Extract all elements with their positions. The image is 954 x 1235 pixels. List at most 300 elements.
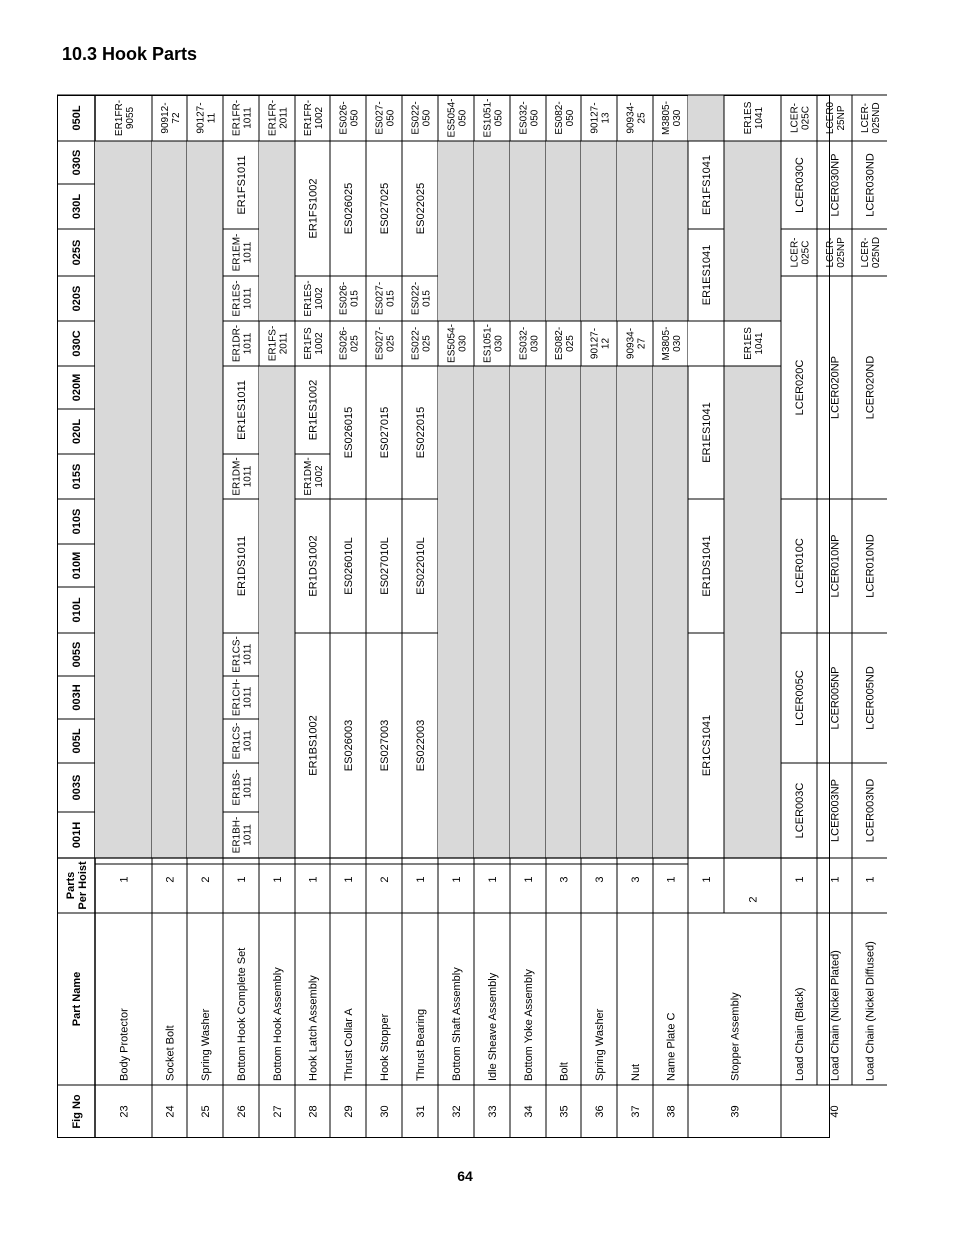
parts-per-hoist-value <box>272 876 284 882</box>
part-number-cell <box>790 237 812 267</box>
part-name-text: Bottom Yoke Assembly <box>523 969 535 1081</box>
part-name-text: Load Chain (Nickel Plated) <box>829 950 842 1081</box>
cell-text-line: ER1DM- <box>231 457 243 496</box>
cell-text-line: 28 <box>307 1105 320 1118</box>
fig-no-header <box>71 1094 83 1128</box>
cell-text-line: 1 <box>523 876 535 883</box>
cell-text-line: 1011 <box>242 776 254 799</box>
part-number-cell <box>701 245 713 306</box>
shaded-cell <box>724 141 781 321</box>
cell-text-line: 005S <box>71 641 83 668</box>
cell-text-line: ES027- <box>374 326 386 361</box>
blank-cell <box>688 321 724 366</box>
parts-per-hoist-value <box>487 876 499 882</box>
cell-text-line: LCER- <box>860 237 871 268</box>
part-number-cell <box>339 327 361 360</box>
cell-text-line: 39 <box>729 1105 742 1118</box>
part-name-text: Hook Latch Assembly <box>307 975 320 1081</box>
cell-text-line: 1 <box>236 876 248 883</box>
cell-text-line: 025NP <box>836 237 847 268</box>
cell-text-line: 003S <box>71 774 83 801</box>
shaded-cell <box>510 141 546 321</box>
fig-no <box>594 1105 606 1117</box>
parts-per-hoist-value <box>379 876 391 882</box>
model-header-050L <box>71 105 83 130</box>
cell-text-line: ER1DR- <box>231 324 243 363</box>
cell-text-line: ES026- <box>338 101 350 135</box>
cell-text-line: 025C <box>800 240 812 265</box>
part-number-cell <box>860 102 882 133</box>
cell-text-line: ES032- <box>518 101 530 135</box>
part-number-cell <box>825 101 847 134</box>
cell-text-line: 1 <box>343 876 355 883</box>
part-number-cell <box>794 538 806 594</box>
model-header-001H <box>71 822 83 848</box>
model-header-005L <box>71 728 83 753</box>
part-number-cell <box>661 327 683 361</box>
part-name-text: Body Protector <box>118 1008 131 1081</box>
cell-text-line: 025 <box>565 335 576 352</box>
shaded-cell <box>617 141 653 321</box>
part-number-cell <box>196 102 218 133</box>
shaded-cell <box>259 141 295 321</box>
part-name-text: Nut <box>630 1063 642 1081</box>
cell-text-line: 1 <box>118 876 131 883</box>
part-number-cell <box>830 779 842 842</box>
part-name-text: Stopper Assembly <box>729 992 742 1081</box>
part-number-cell <box>375 327 397 360</box>
cell-text-line: 020L <box>71 418 83 445</box>
part-name <box>794 987 806 1081</box>
cell-text-line: 050 <box>385 109 397 127</box>
model-header-020L <box>71 419 83 444</box>
cell-text-line: 1 <box>415 876 427 883</box>
cell-text-line: 1 <box>307 876 320 883</box>
parts-per-hoist-value <box>865 876 877 882</box>
cell-text-line: ES5054- <box>446 98 458 138</box>
cell-text-line: 1 <box>451 876 463 883</box>
part-number-cell <box>268 326 290 362</box>
cell-text-line: 27 <box>272 1105 284 1118</box>
cell-text-line: 015 <box>349 290 361 307</box>
cell-text-line: 1011 <box>242 730 254 752</box>
cell-text-line: 12 <box>600 337 612 350</box>
part-number-cell <box>830 535 842 598</box>
cell-text-line: 9055 <box>125 106 136 130</box>
part-name-text: Spring Washer <box>200 1008 212 1081</box>
cell-text-line: 1011 <box>242 686 254 709</box>
cell-text-line: 1011 <box>242 643 254 666</box>
cell-text-line: LCER020NP <box>829 356 842 419</box>
part-number-cell <box>794 360 806 416</box>
cell-text-line: ES026010L <box>343 537 355 595</box>
cell-text-line: 2 <box>747 896 760 903</box>
part-number-cell <box>701 715 713 776</box>
shaded-cell <box>546 366 581 858</box>
part-name <box>236 948 248 1081</box>
shaded-cell <box>474 141 510 321</box>
cell-text-line: 2 <box>379 876 391 883</box>
cell-text-line: 030 <box>529 335 541 352</box>
part-name <box>343 1008 355 1081</box>
part-number-cell <box>554 327 576 360</box>
part-number-cell <box>160 102 182 133</box>
fig-no <box>343 1105 355 1117</box>
part-number-cell <box>308 715 320 776</box>
cell-text-line: LCER- <box>825 237 836 268</box>
part-name-header <box>71 972 83 1026</box>
part-name-text: Idle Sheave Assembly <box>487 972 499 1081</box>
cell-text-line: 025C <box>800 106 812 130</box>
cell-text-line: LCER003C <box>794 782 806 839</box>
cell-text-line: LCER005C <box>794 670 806 726</box>
part-number-cell <box>865 356 877 420</box>
part-name <box>830 950 842 1081</box>
cell-text-line: ER1CS- <box>231 636 243 673</box>
cell-text-line: 30 <box>379 1105 391 1118</box>
parts-per-hoist-value <box>343 876 355 882</box>
part-number-cell <box>701 155 713 215</box>
cell-text-line: 31 <box>415 1105 427 1118</box>
parts-per-hoist-value <box>830 876 842 882</box>
part-number-cell <box>375 282 397 315</box>
shaded-cell <box>187 141 223 858</box>
cell-text-line: ER1FS- <box>267 325 279 362</box>
part-number-cell <box>232 723 254 760</box>
model-header-020M <box>71 374 83 402</box>
parts-per-hoist-value <box>594 876 606 882</box>
part-number-cell <box>379 183 391 234</box>
part-name <box>559 1062 571 1081</box>
part-number-cell <box>236 380 248 440</box>
fig-no <box>272 1105 284 1117</box>
cell-text-line: 030 <box>672 335 683 352</box>
part-name-text: Bottom Hook Assembly <box>272 967 284 1081</box>
part-number-cell <box>865 666 877 730</box>
cell-text-line: 050 <box>493 109 505 127</box>
cell-text-line: 030L <box>71 193 83 220</box>
part-number-cell <box>232 817 254 854</box>
part-number-cell <box>794 157 806 213</box>
shaded-cell <box>724 366 781 858</box>
parts-per-hoist-value <box>165 876 177 882</box>
cell-text-line: 030 <box>672 109 683 127</box>
cell-text-line: ES022015 <box>415 406 427 459</box>
cell-text-line: 005L <box>71 728 83 754</box>
part-name <box>523 969 535 1081</box>
cell-text-line: ER1BS- <box>231 769 243 806</box>
cell-text-line: ES026- <box>338 326 350 361</box>
part-number-cell <box>379 407 391 458</box>
cell-text-line: LCER- <box>789 237 801 268</box>
cell-text-line: ES022- <box>410 101 422 135</box>
part-name <box>379 1013 391 1081</box>
part-number-cell <box>343 720 355 771</box>
cell-text-line: ER1ES- <box>303 280 314 317</box>
part-number-cell <box>447 99 469 138</box>
part-number-cell <box>701 402 713 463</box>
cell-text-line: Parts <box>65 871 77 900</box>
part-number-cell <box>794 670 806 726</box>
cell-text-line: ES022025 <box>415 182 427 235</box>
cell-text-line: ER1BS1002 <box>307 715 320 776</box>
part-number-cell <box>303 280 325 316</box>
part-number-cell <box>483 324 505 363</box>
part-number-cell <box>232 769 254 805</box>
part-number-cell <box>114 100 136 136</box>
shaded-cell <box>510 366 546 858</box>
part-name <box>308 975 320 1081</box>
cell-text-line: 2011 <box>278 107 290 129</box>
page-number: 64 <box>457 1168 473 1184</box>
cell-text-line: 010L <box>71 597 83 623</box>
fig-no <box>487 1105 499 1117</box>
cell-text-line: LCER020ND <box>864 355 877 420</box>
cell-text-line: LCER030C <box>794 157 806 213</box>
parts-per-hoist-value <box>630 876 642 882</box>
shaded-cell <box>546 141 581 321</box>
cell-text-line: ES022- <box>410 326 422 361</box>
cell-text-line: 37 <box>630 1105 642 1118</box>
cell-text-line: 23 <box>118 1105 131 1118</box>
cell-text-line: 050 <box>349 109 361 127</box>
cell-text-line: 025 <box>349 335 361 352</box>
part-number-cell <box>232 636 254 673</box>
fig-no <box>666 1105 678 1117</box>
part-number-cell <box>830 356 842 419</box>
model-header-003H <box>71 684 83 710</box>
part-name <box>487 972 499 1081</box>
model-header-010M <box>71 552 83 580</box>
cell-text-line: ER1ES- <box>231 280 243 317</box>
cell-text-line: LCER005ND <box>864 666 877 730</box>
cell-text-line: 1041 <box>754 332 765 355</box>
fig-no <box>451 1105 463 1117</box>
part-number-cell <box>308 179 320 239</box>
cell-text-line: LCER003NP <box>829 779 842 842</box>
parts-per-hoist-value <box>415 876 427 882</box>
cell-text-line: ER1ES1011 <box>236 380 248 440</box>
cell-text-line: 025ND <box>871 236 882 269</box>
parts-per-hoist-value <box>794 876 806 882</box>
cell-text-line: 1 <box>794 876 806 883</box>
cell-text-line: Per Hoist <box>77 861 89 910</box>
cell-text-line: LCER0 <box>825 101 836 135</box>
cell-text-line: ES082- <box>554 101 565 135</box>
part-number-cell <box>236 536 248 596</box>
part-number-cell <box>590 328 612 359</box>
part-name <box>415 1009 427 1081</box>
part-number-cell <box>794 783 806 839</box>
part-number-cell <box>236 155 248 214</box>
cell-text-line: 2 <box>164 876 177 883</box>
cell-text-line: ER1CS- <box>231 722 243 760</box>
part-name-text: Socket Bolt <box>164 1025 177 1081</box>
cell-text-line: ER1DS1041 <box>701 535 713 597</box>
cell-text-line: 025 <box>421 335 433 352</box>
shaded-cell <box>438 141 474 321</box>
cell-text-line: ER1EM- <box>231 233 243 272</box>
cell-text-line: 90127- <box>589 102 601 134</box>
cell-text-line: 27 <box>636 337 648 350</box>
cell-text-line: ER1FS <box>303 327 314 360</box>
shaded-cell <box>653 366 688 858</box>
cell-text-line: M3805- <box>661 326 672 361</box>
part-name <box>666 1012 678 1081</box>
part-number-cell <box>447 324 469 363</box>
cell-text-line: ER1ES <box>743 101 754 135</box>
part-name-text: Bottom Shaft Assembly <box>451 967 463 1081</box>
cell-text-line: LCER010C <box>794 538 806 594</box>
part-number-cell <box>554 101 576 134</box>
fig-no <box>630 1105 642 1117</box>
cell-text-line: 050 <box>421 109 433 127</box>
fig-no <box>730 1105 742 1117</box>
cell-text-line: 1 <box>829 876 842 883</box>
cell-text-line: 015S <box>71 463 83 490</box>
part-number-cell <box>343 537 355 595</box>
cell-text-line: ES022010L <box>415 537 427 595</box>
shaded-cell <box>581 141 617 321</box>
part-number-cell <box>415 407 427 458</box>
cell-text-line: ER1ES1041 <box>701 244 713 306</box>
part-number-cell <box>661 101 683 135</box>
parts-per-hoist-header <box>65 861 89 910</box>
cell-text-line: 90127- <box>195 102 207 134</box>
fig-no <box>119 1105 131 1117</box>
cell-text-line: ES026003 <box>343 719 355 772</box>
part-number-cell <box>339 282 361 315</box>
cell-text-line: 11 <box>206 112 218 124</box>
part-number-cell <box>860 237 882 268</box>
part-number-cell <box>308 380 320 441</box>
part-number-cell <box>830 154 842 217</box>
shaded-cell <box>474 366 510 858</box>
part-number-cell <box>830 667 842 730</box>
fig-no <box>829 1105 841 1117</box>
cell-text-line: ES022- <box>410 281 422 316</box>
cell-text-line: ER1CH- <box>231 678 243 717</box>
part-number-cell <box>303 100 325 136</box>
cell-text-line: 015 <box>421 290 433 307</box>
part-name-text: Bottom Hook Complete Set <box>236 947 248 1081</box>
cell-text-line: 1011 <box>242 465 254 488</box>
cell-text-line: 1011 <box>242 824 254 846</box>
parts-per-hoist-value <box>523 876 535 882</box>
cell-text-line: ES032- <box>518 326 530 361</box>
model-header-010L <box>71 597 83 622</box>
part-number-cell <box>415 183 427 234</box>
cell-text-line: ES5054- <box>446 324 458 363</box>
cell-text-line: 1 <box>665 876 678 883</box>
shaded-cell <box>95 141 152 858</box>
cell-text-line: LCER030ND <box>864 153 877 217</box>
cell-text-line: 1 <box>487 876 499 883</box>
cell-text-line: 020S <box>71 285 83 312</box>
part-number-cell <box>232 679 254 716</box>
cell-text-line: 030 <box>493 335 505 352</box>
model-header-015S <box>71 464 83 490</box>
cell-text-line: LCER003ND <box>864 778 877 843</box>
cell-text-line: ES027015 <box>379 406 391 459</box>
cell-text-line: 025 <box>385 335 397 352</box>
fig-no <box>379 1105 391 1117</box>
cell-text-line: ER1ES1041 <box>701 402 713 463</box>
part-number-cell <box>303 327 325 360</box>
cell-text-line: 32 <box>451 1105 463 1118</box>
part-number-cell <box>268 100 290 136</box>
parts-per-hoist-value <box>666 876 678 882</box>
part-name <box>451 967 463 1081</box>
cell-text-line: 38 <box>665 1105 678 1118</box>
cell-text-line: 1 <box>864 876 877 883</box>
part-name <box>119 1008 131 1081</box>
fig-no <box>236 1105 248 1117</box>
part-name-text: Hook Stopper <box>379 1013 391 1081</box>
model-header-020S <box>71 286 83 312</box>
cell-text-line: 40 <box>829 1105 841 1118</box>
part-name <box>165 1025 177 1081</box>
cell-text-line: 050 <box>529 109 541 127</box>
part-name <box>272 967 284 1081</box>
cell-text-line: 3 <box>630 876 642 883</box>
cell-text-line: 1002 <box>314 332 325 355</box>
parts-per-hoist-value <box>559 876 571 882</box>
cell-text-line: 1011 <box>242 241 254 264</box>
part-name-text: Name Plate C <box>665 1012 678 1081</box>
cell-text-line: ER1DM- <box>303 457 314 496</box>
part-number-cell <box>308 535 320 596</box>
cell-text-line: 90912- <box>160 102 171 134</box>
part-number-cell <box>232 100 254 136</box>
model-header-030C <box>71 330 83 356</box>
cell-text-line: 010M <box>71 551 83 580</box>
part-number-cell <box>483 99 505 138</box>
section-title: 10.3 Hook Parts <box>62 44 198 64</box>
cell-text-line: 25 <box>200 1105 212 1118</box>
part-number-cell <box>343 407 355 458</box>
cell-text-line: 1011 <box>242 287 254 310</box>
parts-per-hoist-value <box>119 876 131 882</box>
cell-text-line: 2 <box>200 876 212 883</box>
cell-text-line: ER1FS1002 <box>307 178 320 239</box>
cell-text-line: 36 <box>594 1105 606 1118</box>
fig-no <box>415 1105 427 1117</box>
part-number-cell <box>339 101 361 134</box>
part-number-cell <box>232 325 254 362</box>
cell-text-line: 25 <box>636 112 648 124</box>
shaded-cell <box>653 141 688 321</box>
part-number-cell <box>743 101 765 134</box>
part-number-cell <box>743 327 765 360</box>
fig-no <box>200 1105 212 1117</box>
cell-text-line: 25NP <box>836 105 847 131</box>
cell-text-line: LCER030NP <box>829 153 842 217</box>
part-number-cell <box>303 457 325 495</box>
cell-text-line: ES082- <box>554 326 565 361</box>
part-name-text: Load Chain (Nickel Diffused) <box>864 941 877 1081</box>
fig-no <box>308 1105 320 1117</box>
part-number-cell <box>701 535 713 596</box>
cell-text-line: LCER005NP <box>829 666 842 730</box>
cell-text-line: ER1FR- <box>114 99 125 137</box>
cell-text-line: 3 <box>558 876 571 883</box>
part-number-cell <box>415 720 427 771</box>
cell-text-line: 1011 <box>242 332 254 355</box>
part-number-cell <box>375 101 397 134</box>
cell-text-line: Part Name <box>71 971 83 1027</box>
cell-text-line: ER1FR- <box>303 99 314 137</box>
